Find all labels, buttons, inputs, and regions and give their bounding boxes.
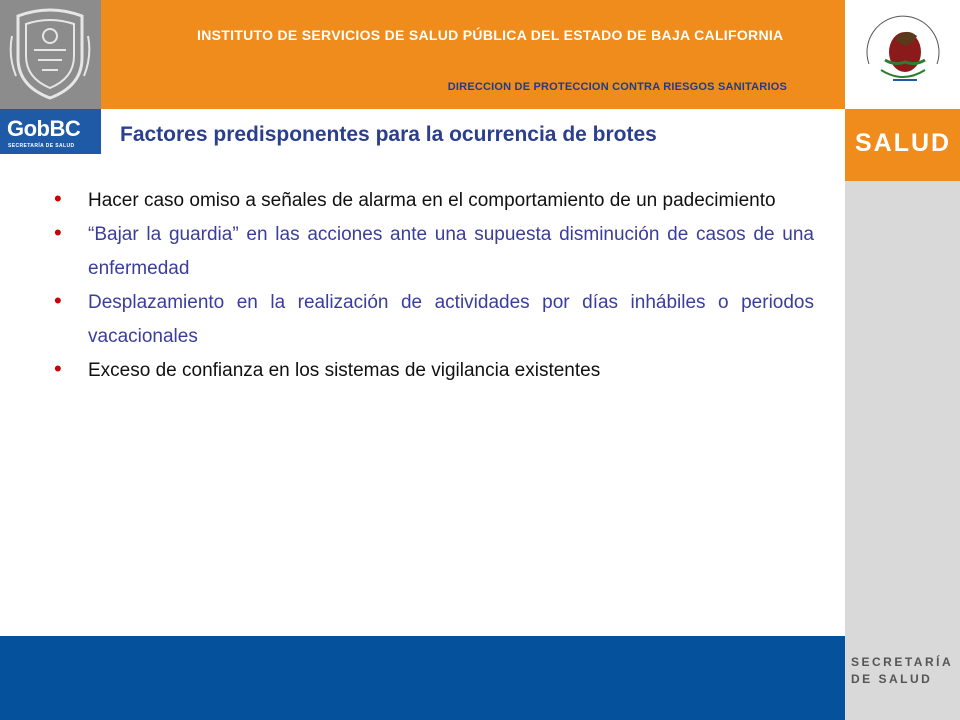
bullet-text: “Bajar la guardia” en las acciones ante una supuesta disminución de casos de una enfermedad xyxy=(88,224,814,279)
bullet-item xyxy=(50,354,814,388)
bullet-dot-icon: • xyxy=(54,220,62,245)
baja-california-emblem xyxy=(0,0,101,109)
gobbc-logo-text: GobBC xyxy=(7,116,81,141)
header-band xyxy=(101,0,845,109)
salud-logo xyxy=(845,109,960,181)
mexico-seal xyxy=(845,0,960,109)
bullet-dot-icon: • xyxy=(54,288,62,313)
salud-logo-text: SALUD xyxy=(855,129,952,157)
slide-title: Factores predisponentes para la ocurrencia de brotes xyxy=(120,123,657,146)
footer-band xyxy=(0,636,845,720)
bullet-dot-icon: • xyxy=(54,356,62,381)
bullet-text: Exceso de confianza en los sistemas de vigilancia existentes xyxy=(88,360,601,381)
mexican-eagle-seal-icon xyxy=(855,4,951,104)
bullet-text: Hacer caso omiso a señales de alarma en el comportamiento de un padecimiento xyxy=(88,190,776,211)
right-sidebar xyxy=(845,0,960,720)
gobbc-logo-subtitle: SECRETARÍA DE SALUD xyxy=(8,143,75,149)
bullet-item xyxy=(50,218,814,286)
bullet-item xyxy=(50,184,814,218)
institute-title: INSTITUTO DE SERVICIOS DE SALUD PÚBLICA DEL ESTADO DE BAJA CALIFORNIA xyxy=(197,27,784,43)
bullet-item xyxy=(50,286,814,354)
gobbc-logo xyxy=(0,109,101,154)
bullet-text: Desplazamiento en la realización de actividades por días inhábiles o periodos vacacionales xyxy=(88,292,814,347)
secretaria-logo xyxy=(851,654,953,688)
secretaria-line-1: SECRETARÍA xyxy=(851,655,954,669)
bullet-dot-icon: • xyxy=(54,186,62,211)
bullet-list xyxy=(50,184,814,388)
state-shield-icon xyxy=(8,6,92,102)
secretaria-line-2: DE SALUD xyxy=(851,672,933,686)
direction-title: DIRECCION DE PROTECCION CONTRA RIESGOS SANITARIOS xyxy=(447,81,787,93)
